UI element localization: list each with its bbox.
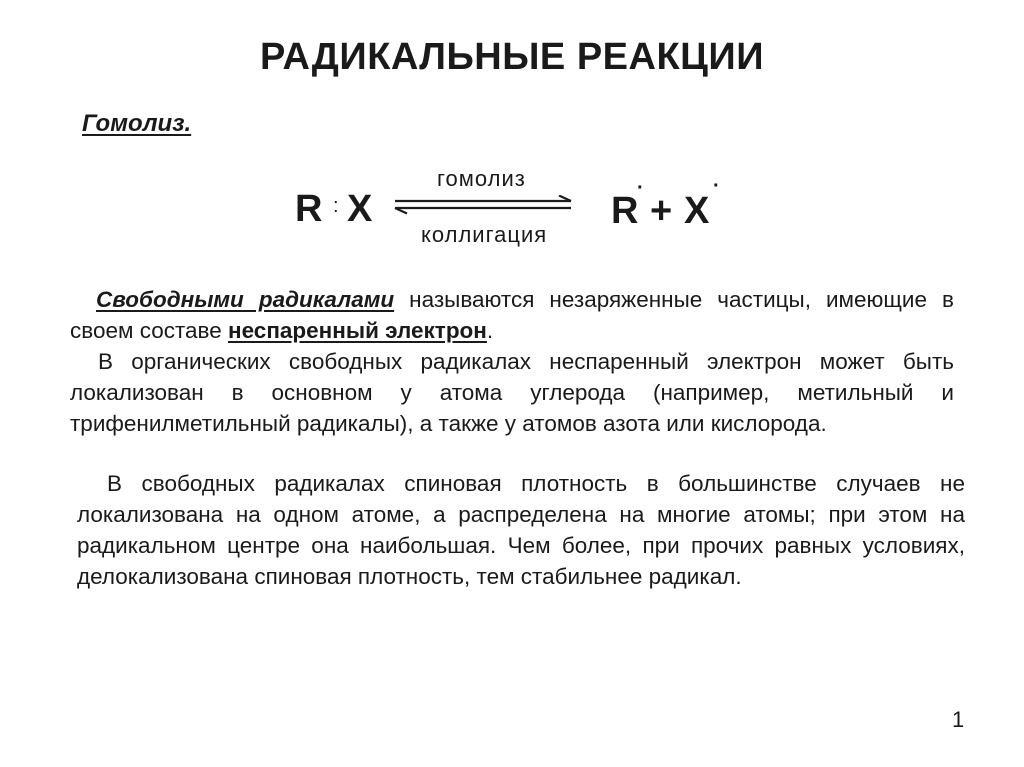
reactant-r: R [295,188,323,230]
section-heading: Гомолиз. [82,110,192,137]
bond-electron-pair: : [333,195,339,217]
equilibrium-arrows [387,195,579,215]
definition-sentence [70,284,954,346]
localization-sentence: В органических свободных радикалах неспаренный электрон может быть локализован в основном у атома углерода (например, метильный и трифенилметильный радикалы), а также у атомов азота или кислорода. [70,349,954,436]
radical-dot-r: · [637,177,644,199]
reverse-label: коллигация [421,222,548,247]
page-number: 1 [952,707,965,732]
term-free-radicals: Свободными радикалами [96,287,395,312]
definition-text: называются незаряженные частицы, имеющие в своем составе [70,287,954,343]
radical-dot-x: · [713,175,720,197]
plus-sign: + [650,190,673,232]
definition-end: . [486,318,494,343]
reactant-x: X [347,188,373,230]
spin-density-text: В свободных радикалах спиновая плотность в большинстве случаев не локализована на одном атоме, а распределена на многие атомы; при этом на радикальном центре она наибольшая. Чем более, при прочих равных условиях, делокализована спиновая плотность, тем стабильнее радикал. [77,471,965,589]
forward-label: гомолиз [437,166,526,191]
spin-density-paragraph [77,468,965,592]
definition-paragraph [70,284,954,439]
product-x: X [684,190,710,232]
slide-title: РАДИКАЛЬНЫЕ РЕАКЦИИ [259,36,765,78]
reaction-equation [295,168,735,250]
product-r: R [611,190,639,232]
term-unpaired-electron: неспаренный электрон [228,318,487,343]
